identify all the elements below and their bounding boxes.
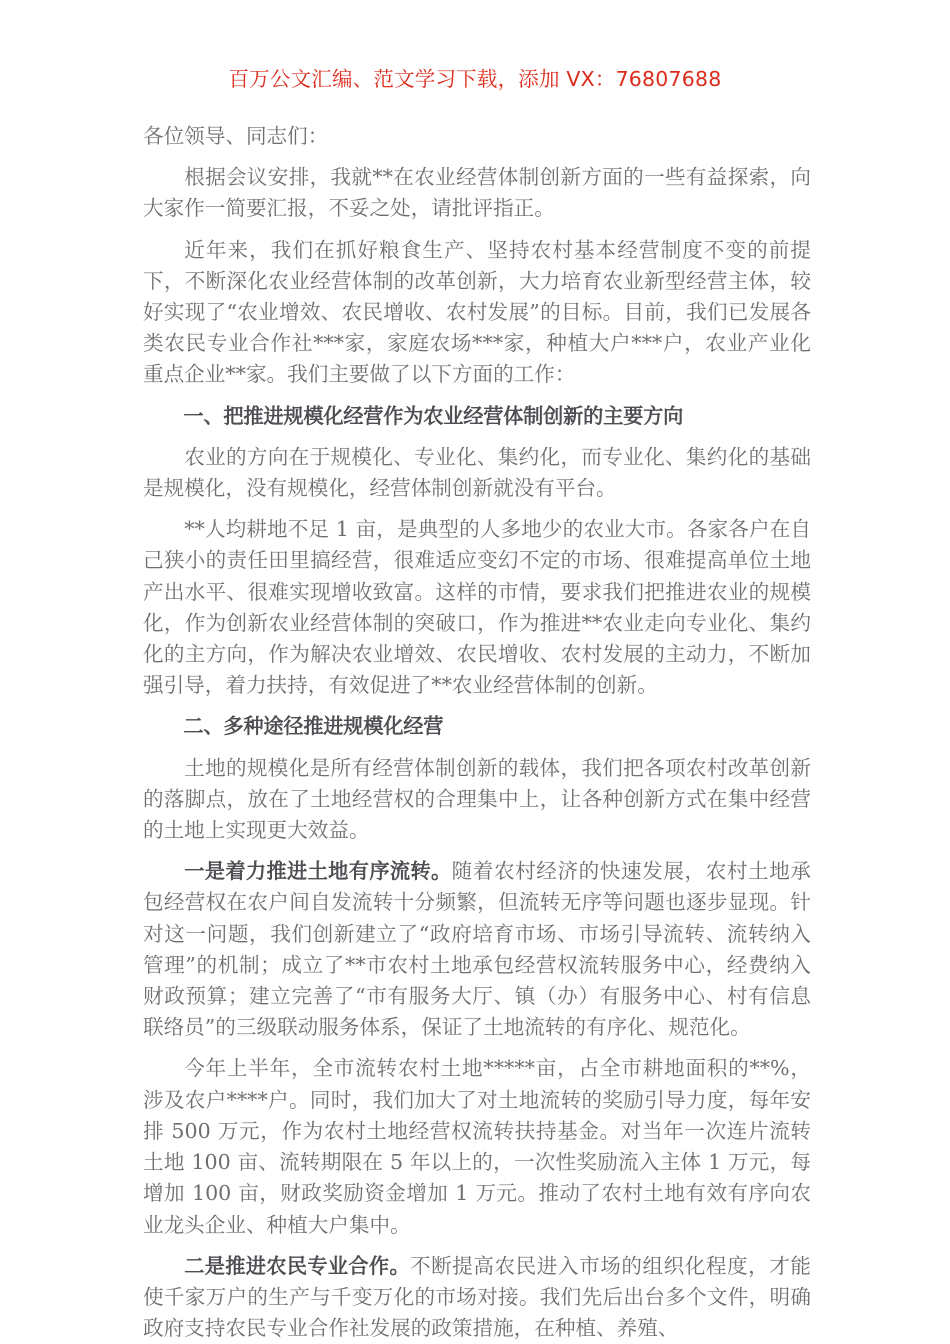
paragraph-lead: 一是着力推进土地有序流转。 [184,859,452,884]
paragraph: 农业的方向在于规模化、专业化、集约化，而专业化、集约化的基础是规模化，没有规模化，经营体制创新就没有平台。 [143,444,811,501]
section-heading: 二、多种途径推进规模化经营 [183,714,444,739]
promo-banner: 百万公文汇编、范文学习下载，添加 VX：76807688 [228,67,722,91]
salutation: 各位领导、同志们： [143,124,329,148]
paragraph: 今年上半年，全市流转农村土地*****亩，占全市耕地面积的**%，涉及农户****户。同时，我们加大了对土地流转的奖励引导力度，每年安排 500 万元，作为农村土地经营权流转扶持基金。对当年一次连片流转土地 100 亩、流转期限在 5 年以上的，一次性奖励流入主体 1 万元，每增加 100 亩，财政奖励资金增加 1 万元。推动了农村土地有效有序向农业龙头企业、种植大户集中。 [143,1056,811,1237]
paragraph-lead: 二是推进农民专业合作。 [184,1253,410,1278]
paragraph-text: 不断提高农民进入市场的组织化程度，才能使千家万户的生产与千变万化的市场对接。我们先后出台多个文件，明确政府支持农民专业合作社发展的政策措施，在种植、养殖、 [143,1253,811,1341]
document-body [143,121,811,1344]
paragraph [143,856,811,1043]
section-heading: 一、把推进规模化经营作为农业经营体制创新的主要方向 [183,403,684,428]
paragraph: 根据会议安排，我就**在农业经营体制创新方面的一些有益探索，向大家作一简要汇报，不妥之处，请批评指正。 [143,165,811,221]
paragraph [143,1251,811,1344]
paragraph: 近年来，我们在抓好粮食生产、坚持农村基本经营制度不变的前提下，不断深化农业经营体制的改革创新，大力培育农业新型经营主体，较好实现了“农业增效、农民增收、农村发展”的目标。目前，我们已发展各类农民专业合作社***家，家庭农场***家，种植大户***户，农业产业化重点企业**家。我们主要做了以下方面的工作： [143,237,811,387]
paragraph: 土地的规模化是所有经营体制创新的载体，我们把各项农村改革创新的落脚点，放在了土地经营权的合理集中上，让各种创新方式在集中经营的土地上实现更大效益。 [143,755,811,843]
paragraph-text: 随着农村经济的快速发展，农村土地承包经营权在农户间自发流转十分频繁，但流转无序等问题也逐步显现。针对这一问题，我们创新建立了“政府培育市场、市场引导流转、流转纳入管理”的机制；成立了**市农村土地承包经营权流转服务中心，经费纳入财政预算；建立完善了“市有服务大厅、镇（办）有服务中心、村有信息联络员”的三级联动服务体系，保证了土地流转的有序化、规范化。 [143,859,811,1040]
paragraph: **人均耕地不足 1 亩，是典型的人多地少的农业大市。各家各户在自己狭小的责任田里搞经营，很难适应变幻不定的市场、很难提高单位土地产出水平、很难实现增收致富。这样的市情，要求我们把推进农业的规模化，作为创新农业经营体制的突破口，作为推进**农业走向专业化、集约化的主方向，作为解决农业增效、农民增收、农村发展的主动力，不断加强引导，着力扶持，有效促进了**农业经营体制的创新。 [143,517,811,698]
